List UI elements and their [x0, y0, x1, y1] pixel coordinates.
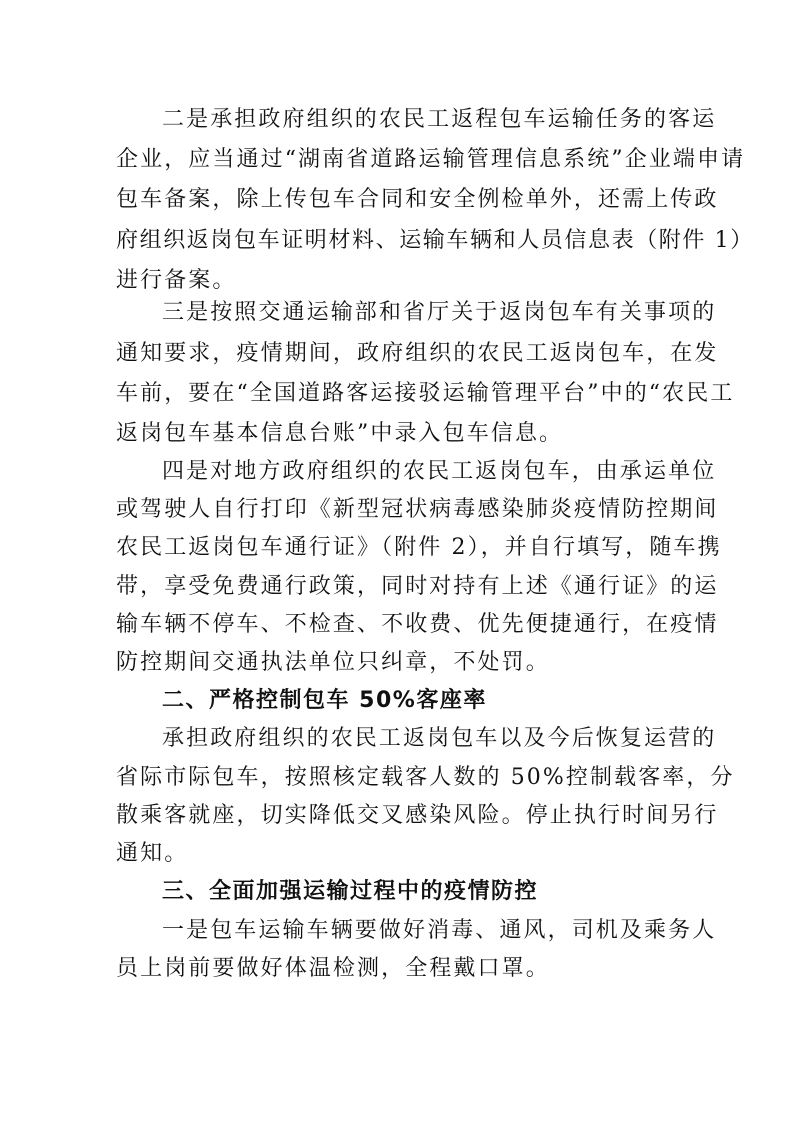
paragraph-line: 四是对地方政府组织的农民工返岗包车，由承运单位: [162, 459, 717, 484]
paragraph-line: 进行备案。: [116, 268, 237, 293]
paragraph-line: 省际市际包车，按照核定载客人数的 50%控制载客率，分: [116, 765, 735, 790]
paragraph-line: 防控期间交通执法单位只纠章，不处罚。: [116, 650, 550, 675]
paragraph-line: 输车辆不停车、不检查、不收费、优先便捷通行，在疫情: [116, 612, 719, 637]
paragraph-line: 或驾驶人自行打印《新型冠状病毒感染肺炎疫情防控期间: [116, 497, 719, 522]
paragraph-line: 三是按照交通运输部和省厅关于返岗包车有关事项的: [162, 300, 717, 325]
paragraph-line: 车前，要在“全国道路客运接驳运输管理平台”中的“农民工: [116, 381, 735, 406]
paragraph-line: 企业，应当通过“湖南省道路运输管理信息系统”企业端申请: [116, 147, 746, 172]
paragraph-line: 承担政府组织的农民工返岗包车以及今后恢复运营的: [162, 726, 717, 751]
paragraph-line: 二是承担政府组织的农民工返程包车运输任务的客运: [162, 107, 717, 132]
paragraph-line: 通知。: [116, 841, 189, 866]
paragraph-line: 返岗包车基本信息台账”中录入包车信息。: [116, 421, 564, 446]
paragraph-line: 散乘客就座，切实降低交叉感染风险。停止执行时间另行: [116, 803, 719, 828]
paragraph-line: 一是包车运输车辆要做好消毒、通风，司机及乘务人: [162, 918, 717, 943]
paragraph-line: 通知要求，疫情期间，政府组织的农民工返岗包车，在发: [116, 341, 719, 366]
section-heading: 二、严格控制包车 50%客座率: [162, 688, 487, 713]
paragraph-line: 带，享受免费通行政策，同时对持有上述《通行证》的运: [116, 574, 719, 599]
paragraph-line: 包车备案，除上传包车合同和安全例检单外，还需上传政: [116, 187, 719, 212]
section-heading: 三、全面加强运输过程中的疫情防控: [162, 879, 539, 904]
paragraph-line: 府组织返岗包车证明材料、运输车辆和人员信息表（附件 1）: [116, 228, 754, 253]
paragraph-line: 农民工返岗包车通行证》（附件 2），并自行填写，随车携: [116, 535, 722, 560]
paragraph-line: 员上岗前要做好体温检测，全程戴口罩。: [116, 956, 550, 981]
